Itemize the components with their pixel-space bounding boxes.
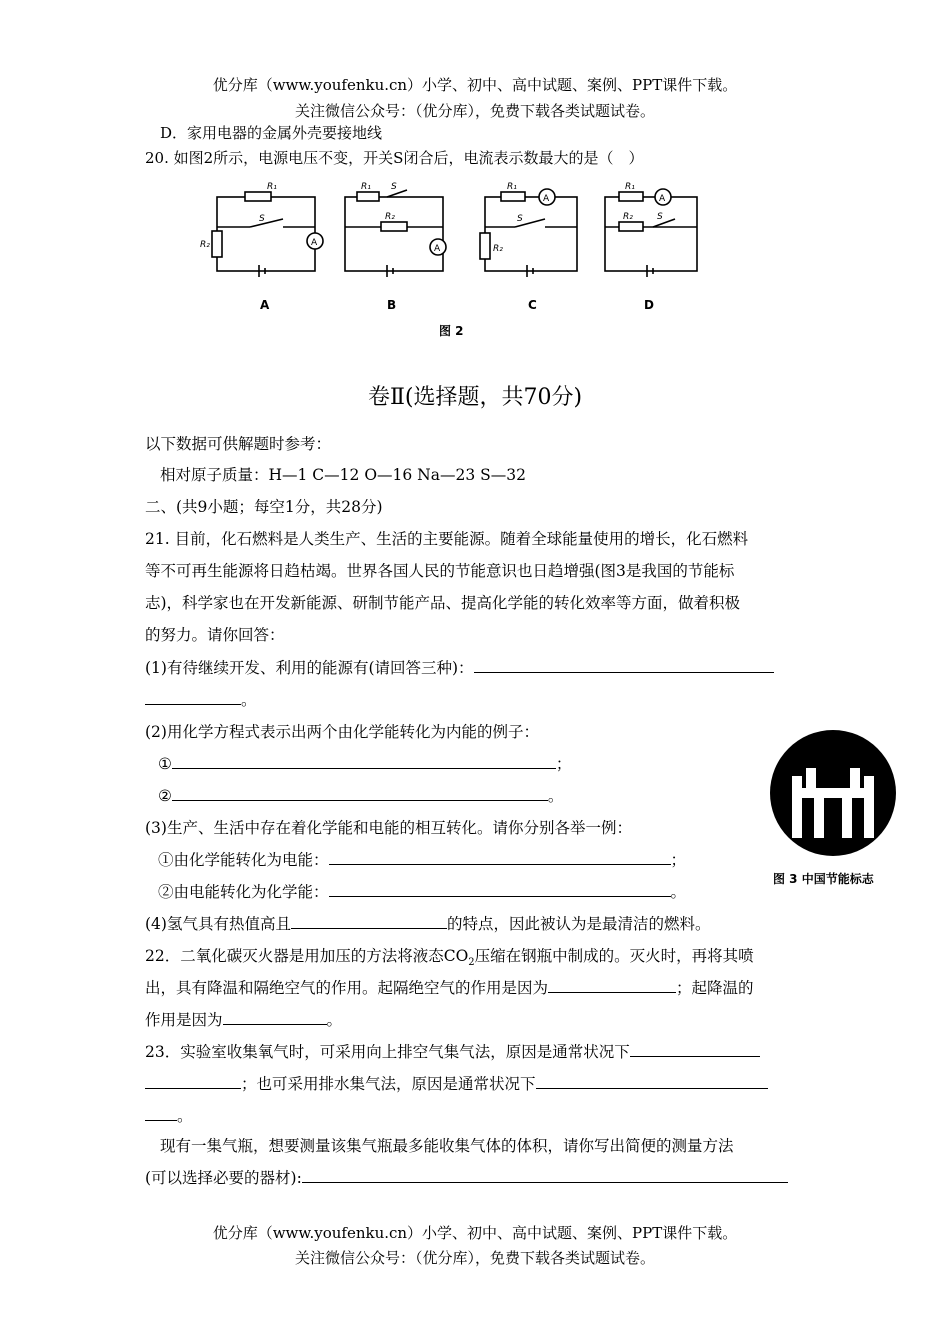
- q22-line-3: 作用是因为 。: [145, 1011, 343, 1029]
- d-r1-label: R₁: [625, 182, 635, 192]
- q21-part-2-item-1: ① ；: [158, 755, 572, 773]
- section-title: 卷Ⅱ(选择题，共70分): [367, 385, 583, 410]
- answer-blank[interactable]: [172, 754, 556, 769]
- header-line-2: 关注微信公众号：（优分库），免费下载各类试题试卷。: [294, 102, 655, 120]
- q21-part-1-cont: 。: [145, 688, 257, 710]
- q19-option-d: D．家用电器的金属外壳要接地线: [160, 124, 383, 142]
- answer-blank[interactable]: [329, 882, 671, 897]
- q21-part-3-a: ①由化学能转化为电能： ；: [158, 851, 687, 869]
- answer-blank[interactable]: [145, 690, 241, 705]
- circuit-a: [212, 192, 323, 277]
- c-r1-label: R₁: [507, 182, 517, 192]
- q22-line-2: 出，具有降温和隔绝空气的作用。起隔绝空气的作用是因为 ；起降温的: [145, 979, 754, 997]
- q22-line-1: 22．二氧化碳灭火器是用加压的方法将液态$CO_2$压缩在钢瓶中制成的。灭火时，再将其喷: [145, 947, 754, 969]
- q21-part-3: (3)生产、生活中存在着化学能和电能的相互转化。请你分别各举一例：: [145, 819, 632, 837]
- b-ammeter-label: A: [434, 244, 441, 254]
- answer-blank[interactable]: [630, 1042, 760, 1057]
- answer-blank[interactable]: [536, 1074, 768, 1089]
- answer-blank[interactable]: [223, 1010, 327, 1025]
- q21-part-3-b: ②由电能转化为化学能： 。: [158, 883, 687, 901]
- header-line-1: 优分库（www.youfenku.cn）小学、初中、高中试题、案例、PPT课件下载。: [212, 76, 738, 94]
- circuit-c: [480, 189, 577, 277]
- q23-line-1: 23．实验室收集氧气时，可采用向上排空气集气法，原因是通常状况下: [145, 1040, 760, 1062]
- q21-part-1: (1)有待继续开发、利用的能源有(请回答三种)：: [145, 656, 774, 678]
- q23-line-4: 现有一集气瓶，想要测量该集气瓶最多能收集气体的体积，请你写出简便的测量方法: [160, 1137, 734, 1155]
- figure-3-caption: 图 3 中国节能标志: [773, 872, 874, 886]
- q21-line-2: 等不可再生能源将日趋枯竭。世界各国人民的节能意识也日趋增强(图3是我国的节能标: [145, 562, 735, 580]
- b-s-label: S: [391, 182, 397, 192]
- q20-text: 20. 如图2所示，电源电压不变，开关S闭合后，电流表示数最大的是（ ）: [145, 149, 644, 167]
- a-r2-label: R₂: [200, 240, 210, 250]
- circuit-d: [605, 189, 697, 277]
- q23-line-3: 。: [145, 1104, 193, 1126]
- b-r2-label: R₂: [385, 212, 395, 222]
- c-s-label: S: [517, 214, 523, 224]
- q21-part-2-item-2: ② 。: [158, 787, 564, 805]
- q21-part-2: (2)用化学方程式表示出两个由化学能转化为内能的例子：: [145, 723, 539, 741]
- answer-blank[interactable]: [145, 1074, 241, 1089]
- answer-blank[interactable]: [548, 978, 676, 993]
- energy-saving-logo: [768, 728, 898, 858]
- answer-blank[interactable]: [291, 914, 447, 929]
- footer-line-2: 关注微信公众号：（优分库），免费下载各类试题试卷。: [294, 1249, 655, 1267]
- q21-line-1: 21. 目前，化石燃料是人类生产、生活的主要能源。随着全球能量使用的增长，化石燃料: [145, 530, 749, 548]
- figure-2-caption: 图 2: [439, 324, 464, 338]
- b-r1-label: R₁: [361, 182, 371, 192]
- answer-blank[interactable]: [172, 786, 548, 801]
- answer-blank[interactable]: [302, 1168, 788, 1183]
- d-r2-label: R₂: [623, 212, 633, 222]
- q21-part-4: (4)氢气具有热值高且 的特点，因此被认为是最清洁的燃料。: [145, 915, 711, 933]
- d-s-label: S: [657, 212, 663, 222]
- answer-blank[interactable]: [474, 658, 774, 673]
- label-b: B: [387, 298, 397, 312]
- footer-line-1: 优分库（www.youfenku.cn）小学、初中、高中试题、案例、PPT课件下载。: [212, 1224, 738, 1242]
- circuit-b: [345, 190, 446, 277]
- a-ammeter-label: A: [311, 238, 318, 248]
- part-2-heading: 二、(共9小题；每空1分，共28分): [145, 498, 383, 516]
- c-ammeter-label: A: [543, 194, 550, 204]
- q23-line-5: (可以选择必要的器材):: [145, 1166, 788, 1188]
- answer-blank[interactable]: [329, 850, 671, 865]
- label-a: A: [260, 298, 270, 312]
- label-c: C: [528, 298, 537, 312]
- q23-line-2: ；也可采用排水集气法，原因是通常状况下: [145, 1072, 768, 1094]
- reference-intro: 以下数据可供解题时参考：: [145, 435, 332, 453]
- figure-2-circuits: [195, 175, 715, 340]
- atomic-mass: 相对原子质量：H—1 C—12 O—16 Na—23 S—32: [160, 466, 526, 484]
- c-r2-label: R₂: [493, 244, 503, 254]
- answer-blank[interactable]: [145, 1106, 177, 1121]
- label-d: D: [644, 298, 654, 312]
- a-r1-label: R₁: [267, 182, 277, 192]
- q21-line-3: 志)，科学家也在开发新能源、研制节能产品、提高化学能的转化效率等方面，做着积极: [145, 594, 741, 612]
- d-ammeter-label: A: [659, 194, 666, 204]
- a-s-label: S: [259, 214, 265, 224]
- q21-line-4: 的努力。请你回答：: [145, 626, 285, 644]
